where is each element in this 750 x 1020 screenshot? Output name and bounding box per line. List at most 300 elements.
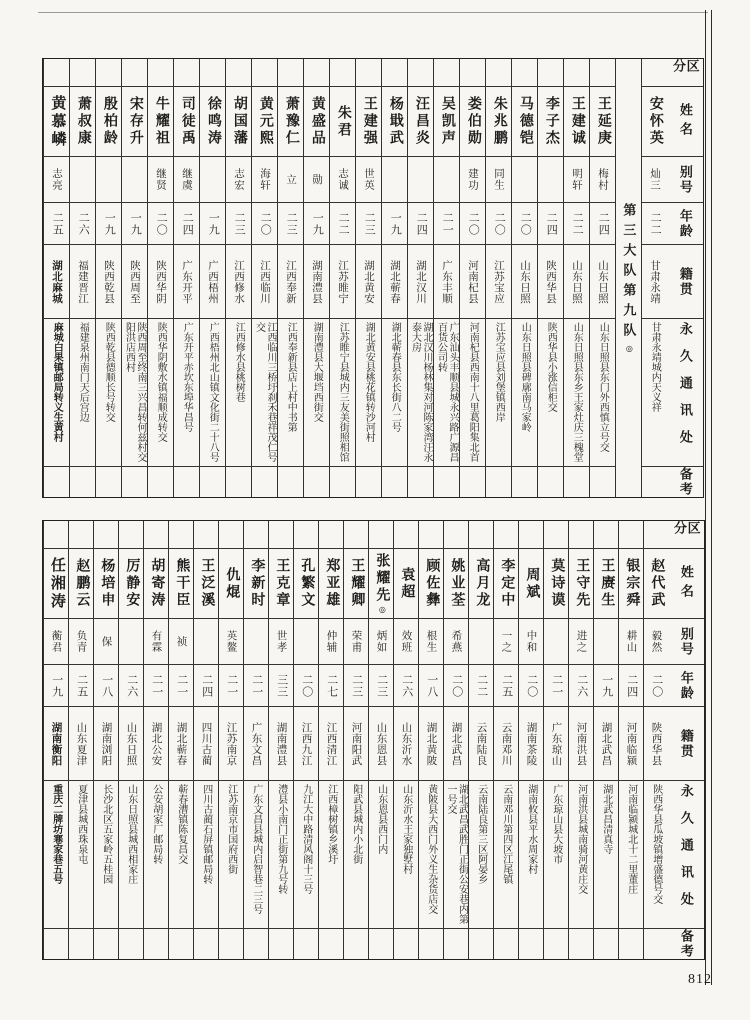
- header-age-label-text: 年龄: [677, 208, 693, 239]
- entry-native: [226, 245, 251, 319]
- entry-address-text: 陕西华县瓜坡镇增盛德号交: [650, 784, 662, 904]
- entry-address-text: 山东沂水王家独墅村: [400, 784, 412, 874]
- entry-address: [569, 781, 593, 929]
- entry-remark: [619, 929, 643, 959]
- entry-age-text: 二四: [200, 673, 213, 698]
- entry-age: [44, 665, 68, 707]
- entry-native: [144, 707, 168, 781]
- entry-native: [594, 707, 618, 781]
- header-alias-label-text: 别号: [678, 626, 694, 657]
- entry-address-text: 山东日照县城西相家庄: [125, 784, 137, 884]
- entry-name-text: 仇焜: [224, 566, 240, 601]
- entry-category-cell: [69, 521, 93, 549]
- entry-category-cell: [169, 521, 193, 549]
- entry-name: [69, 549, 93, 619]
- entry-address: [144, 781, 168, 929]
- entry-native-text: 广东开平: [181, 259, 192, 304]
- entry-address-text: 云南陆良第三区阿晏乡: [475, 784, 487, 884]
- entry-address-text: 澧县小南门正街第九号转: [275, 784, 287, 894]
- entry-native: [244, 707, 268, 781]
- entry-age: [644, 665, 668, 707]
- entry-native-text: 山东日照: [597, 259, 608, 304]
- entry-category-cell: [148, 59, 173, 87]
- entry-alias-text: 效班: [400, 630, 412, 653]
- entry-name-text: 杨培申: [99, 558, 115, 609]
- entry-age-text: 一九: [129, 211, 142, 236]
- entry-address: [244, 781, 268, 929]
- entry-alias: [569, 619, 593, 665]
- entry-age-text: 二二: [571, 211, 584, 236]
- entry-native: [70, 245, 95, 319]
- entry-age: [278, 203, 303, 245]
- entry-remark: [252, 467, 277, 497]
- entry-remark: [174, 467, 199, 497]
- entry-alias: [278, 157, 303, 203]
- entry-category-cell: [519, 521, 543, 549]
- entry-remark: [69, 929, 93, 959]
- header-native-label-text: 籍贯: [677, 266, 693, 297]
- entry-age: [252, 203, 277, 245]
- roster-entry-column: [393, 521, 418, 959]
- entry-name-text: 胡寄涛: [149, 558, 165, 609]
- entry-remark: [644, 929, 668, 959]
- entry-native: [94, 707, 118, 781]
- entry-alias: [70, 157, 95, 203]
- entry-remark: [226, 467, 251, 497]
- entry-alias: [94, 619, 118, 665]
- roster-entry-column: [143, 521, 168, 959]
- entry-category-cell: [434, 59, 459, 87]
- entry-address-text: 福建泉州南门天后宫边: [77, 322, 89, 422]
- entry-address: [344, 781, 368, 929]
- entry-category-cell: [200, 59, 225, 87]
- entry-category-cell: [369, 521, 393, 549]
- entry-remark: [148, 467, 173, 497]
- entry-alias: [144, 619, 168, 665]
- entry-address-text: 江西奉新县店上村中书第: [285, 322, 297, 432]
- entry-category-cell: [408, 59, 433, 87]
- entry-remark: [394, 929, 418, 959]
- entry-native-text: 江西修水: [233, 259, 244, 304]
- entry-name-text: 黄盛品: [309, 96, 325, 147]
- entry-alias: [642, 157, 667, 203]
- entry-name: [330, 87, 355, 157]
- entry-address: [642, 319, 667, 467]
- entry-address-text: 山东恩县西门内: [375, 784, 387, 854]
- entry-native: [169, 707, 193, 781]
- entry-native: [494, 707, 518, 781]
- entry-alias: [69, 619, 93, 665]
- entry-address: [69, 781, 93, 929]
- entry-remark: [194, 929, 218, 959]
- entry-category-cell: [44, 59, 69, 87]
- entry-address: [119, 781, 143, 929]
- entry-remark: [569, 929, 593, 959]
- entry-address-text: 公安胡家厂邮局转: [150, 784, 162, 864]
- entry-address: [544, 781, 568, 929]
- entry-name-text: 银宗舜: [624, 558, 640, 609]
- entry-category-cell: [444, 521, 468, 549]
- entry-age: [594, 665, 618, 707]
- entry-name-text: 胡国藩: [231, 96, 247, 147]
- entry-native: [119, 707, 143, 781]
- entry-address: [269, 781, 293, 929]
- entry-native: [44, 707, 68, 781]
- entry-category-cell: [460, 59, 485, 87]
- entry-native: [122, 245, 147, 319]
- entry-category-cell: [644, 521, 668, 549]
- entry-native: [174, 245, 199, 319]
- entry-alias: [244, 619, 268, 665]
- entry-age: [344, 665, 368, 707]
- entry-name: [96, 87, 121, 157]
- page-right-border: [705, 10, 712, 985]
- entry-category-cell: [119, 521, 143, 549]
- entry-address: [356, 319, 381, 467]
- roster-entry-column: [563, 59, 589, 497]
- entry-alias-text: 同生: [493, 168, 504, 191]
- roster-entry-column: [543, 521, 568, 959]
- entry-name: [642, 87, 667, 157]
- entry-name-text: 张耀先◎: [374, 553, 390, 614]
- entry-remark: [319, 929, 343, 959]
- entry-category-cell: [194, 521, 218, 549]
- roster-entry-column: [518, 521, 543, 959]
- entry-native: [590, 245, 615, 319]
- entry-alias: [174, 157, 199, 203]
- header-name-label: [667, 87, 703, 157]
- entry-age: [460, 203, 485, 245]
- entry-category-cell: [319, 521, 343, 549]
- entry-native-text: 陕西华县: [545, 259, 556, 304]
- entry-name: [294, 549, 318, 619]
- entry-alias-text: 炳如: [375, 630, 387, 653]
- entry-alias: [226, 157, 251, 203]
- entry-address: [294, 781, 318, 929]
- entry-native: [200, 245, 225, 319]
- entry-native: [96, 245, 121, 319]
- entry-address: [226, 319, 251, 467]
- entry-alias: [382, 157, 407, 203]
- roster-entry-column: [537, 59, 563, 497]
- entry-address: [319, 781, 343, 929]
- entry-address-text: 江西樟树镇乡溪圩: [325, 784, 337, 864]
- entry-native-text: 江苏睢宁: [337, 259, 348, 304]
- entry-alias: [494, 619, 518, 665]
- entry-name-text: 马德铠: [517, 96, 533, 147]
- entry-name: [174, 87, 199, 157]
- entry-name-text: 高月龙: [474, 558, 490, 609]
- group-divider-text: 第三大队第九队◎: [621, 203, 637, 353]
- entry-age: [444, 665, 468, 707]
- entry-alias-text: 梅村: [597, 168, 608, 191]
- entry-native-text: 湖南澧县: [275, 721, 287, 766]
- entry-age: [69, 665, 93, 707]
- entry-alias-text: 继虞: [181, 168, 192, 191]
- entry-remark: [538, 467, 563, 497]
- entry-name-text: 郑亚雄: [324, 558, 340, 609]
- entry-remark: [344, 929, 368, 959]
- entry-native-text: 湖南澧县: [311, 259, 322, 304]
- entry-alias: [356, 157, 381, 203]
- entry-category-cell: [594, 521, 618, 549]
- entry-native-text: 湖北武昌: [450, 721, 462, 766]
- entry-native: [564, 245, 589, 319]
- entry-name: [194, 549, 218, 619]
- page-number: 812: [688, 972, 712, 987]
- entry-alias: [512, 157, 537, 203]
- entry-alias: [330, 157, 355, 203]
- entry-alias: [119, 619, 143, 665]
- entry-age-text: 二二: [649, 211, 662, 236]
- entry-alias: [294, 619, 318, 665]
- entry-age: [408, 203, 433, 245]
- entry-name: [200, 87, 225, 157]
- entry-age-text: 二〇: [525, 673, 538, 698]
- header-column: [668, 521, 704, 959]
- entry-age-text: 二三: [350, 673, 363, 698]
- entry-age-text: 二一: [150, 673, 163, 698]
- entry-address: [590, 319, 615, 467]
- entry-address-text: 湖南澧县大堰垱西街交: [311, 322, 323, 422]
- entry-name: [519, 549, 543, 619]
- header-alias-label: [668, 619, 704, 665]
- entry-name: [486, 87, 511, 157]
- entry-address: [619, 781, 643, 929]
- entry-native: [538, 245, 563, 319]
- entry-remark: [96, 467, 121, 497]
- entry-remark: [590, 467, 615, 497]
- entry-alias: [304, 157, 329, 203]
- entry-name-text: 王克章: [274, 558, 290, 609]
- entry-category-cell: [469, 521, 493, 549]
- entry-alias: [590, 157, 615, 203]
- entry-native: [569, 707, 593, 781]
- entry-native: [619, 707, 643, 781]
- entry-address: [70, 319, 95, 467]
- entry-alias: [200, 157, 225, 203]
- entry-category-cell: [544, 521, 568, 549]
- header-category-label: [668, 521, 704, 549]
- entry-category-cell: [356, 59, 381, 87]
- entry-address: [330, 319, 355, 467]
- entry-remark: [294, 929, 318, 959]
- entry-address: [538, 319, 563, 467]
- entry-name-text: 顾佐彝: [424, 558, 440, 609]
- entry-name: [252, 87, 277, 157]
- entry-address: [594, 781, 618, 929]
- entry-remark: [594, 929, 618, 959]
- roster-entry-column: [593, 521, 618, 959]
- entry-name: [494, 549, 518, 619]
- entry-alias-text: 立: [285, 173, 296, 186]
- entry-native: [394, 707, 418, 781]
- entry-alias-text: 进之: [575, 630, 587, 653]
- roster-entry-column: [243, 521, 268, 959]
- entry-native-text: 陕西周至: [129, 259, 140, 304]
- roster-entry-column: [443, 521, 468, 959]
- entry-category-cell: [294, 521, 318, 549]
- entry-native-text: 河南阳武: [350, 721, 362, 766]
- entry-age: [569, 665, 593, 707]
- entry-address: [512, 319, 537, 467]
- header-name-label-text: 姓名: [677, 102, 693, 141]
- entry-category-cell: [244, 521, 268, 549]
- entry-address: [408, 319, 433, 467]
- header-address-label-text: 永久通讯处: [677, 322, 693, 457]
- roster-entry-column: [568, 521, 593, 959]
- entry-age-text: 二六: [575, 673, 588, 698]
- entry-native: [278, 245, 303, 319]
- entry-name: [538, 87, 563, 157]
- entry-age-text: 二〇: [155, 211, 168, 236]
- entry-alias: [619, 619, 643, 665]
- entry-address: [44, 781, 68, 929]
- entry-native-text: 云南邓川: [500, 721, 512, 766]
- entry-name: [119, 549, 143, 619]
- entry-name-text: 朱兆鹏: [491, 96, 507, 147]
- entry-age-text: 二〇: [450, 673, 463, 698]
- entry-remark: [434, 467, 459, 497]
- entry-native: [252, 245, 277, 319]
- entry-name-text: 徐鸣涛: [205, 96, 221, 147]
- roster-entry-column: [68, 521, 93, 959]
- entry-address-text: 江苏南京市国府西街: [225, 784, 237, 874]
- entry-remark: [119, 929, 143, 959]
- entry-native-text: 江西临川: [259, 259, 270, 304]
- entry-native: [544, 707, 568, 781]
- entry-name: [70, 87, 95, 157]
- entry-age: [44, 203, 69, 245]
- entry-name: [344, 549, 368, 619]
- entry-age-text: 二四: [181, 211, 194, 236]
- entry-age-text: 二〇: [467, 211, 480, 236]
- entry-category-cell: [538, 59, 563, 87]
- entry-alias-text: 英鳌: [225, 630, 237, 653]
- entry-age: [519, 665, 543, 707]
- entry-name: [644, 549, 668, 619]
- entry-native-text: 山东日照: [519, 259, 530, 304]
- entry-native-text: 山东日照: [571, 259, 582, 304]
- entry-name: [512, 87, 537, 157]
- entry-address-text: 湖北武昌武胜门正街公安巷内第一号交: [445, 784, 468, 924]
- entry-age-text: 二一: [550, 673, 563, 698]
- entry-age: [394, 665, 418, 707]
- entry-native-text: 河南洪县: [575, 721, 587, 766]
- entry-name-text: 吴凯声: [439, 96, 455, 147]
- header-name-label: [668, 549, 704, 619]
- entry-category-cell: [304, 59, 329, 87]
- entry-name: [419, 549, 443, 619]
- entry-age-text: 三三: [275, 673, 288, 698]
- entry-category-cell: [252, 59, 277, 87]
- entry-native-text: 湖北黄安: [363, 259, 374, 304]
- entry-native: [304, 245, 329, 319]
- entry-category-cell: [344, 521, 368, 549]
- entry-address-text: 山东日照县碑廓南马家岭: [519, 322, 531, 432]
- entry-name-text: 朱君: [335, 104, 351, 139]
- entry-native-text: 甘肃永靖: [649, 259, 660, 304]
- entry-name: [244, 549, 268, 619]
- entry-address-text: 广东琼山县大坡市: [550, 784, 562, 864]
- entry-native: [460, 245, 485, 319]
- entry-name: [226, 87, 251, 157]
- entry-address-text: 陕西周至终南三兴昌转何兹村交阳洪店西村: [123, 322, 146, 462]
- entry-address-text: 夏津县城西珠泉屯: [75, 784, 87, 864]
- entry-native-text: 湖南衡阳: [50, 721, 62, 766]
- entry-remark: [356, 467, 381, 497]
- entry-age-text: 二六: [125, 673, 138, 698]
- entry-name: [369, 549, 393, 619]
- entry-name: [594, 549, 618, 619]
- entry-native-text: 山东沂水: [400, 721, 412, 766]
- entry-age: [269, 665, 293, 707]
- entry-category-cell: [419, 521, 443, 549]
- entry-native-text: 广东丰顺: [441, 259, 452, 304]
- entry-alias-text: 负青: [75, 630, 87, 653]
- roster-entry-column: [173, 59, 199, 497]
- entry-remark: [469, 929, 493, 959]
- entry-address-text: 河南洪县城南骑河黄庄交: [575, 784, 587, 894]
- entry-address-text: 长沙北区五家岭五桂园: [100, 784, 112, 884]
- group-divider: [616, 59, 641, 497]
- entry-name-text: 周斌: [524, 566, 540, 601]
- entry-alias-text: 一之: [500, 630, 512, 653]
- entry-name-text: 孔繁文: [299, 558, 315, 609]
- header-column: [667, 59, 703, 497]
- entry-name: [94, 549, 118, 619]
- entry-address: [494, 781, 518, 929]
- entry-name-text: 牛耀祖: [153, 96, 169, 147]
- entry-age: [434, 203, 459, 245]
- entry-name: [619, 549, 643, 619]
- entry-remark: [642, 467, 667, 497]
- entry-native-text: 湖南茶陵: [525, 721, 537, 766]
- entry-age: [174, 203, 199, 245]
- entry-name-text: 王建强: [361, 96, 377, 147]
- group-divider-column: [615, 59, 641, 497]
- entry-native-text: 陕西华阴: [155, 259, 166, 304]
- entry-native: [194, 707, 218, 781]
- entry-native: [644, 707, 668, 781]
- header-address-label: [668, 781, 704, 929]
- entry-address-text: 陕西华县小涨信柜交: [545, 322, 557, 412]
- entry-native-text: 福建晋江: [77, 259, 88, 304]
- entry-native: [434, 245, 459, 319]
- entry-address: [174, 319, 199, 467]
- entry-name: [122, 87, 147, 157]
- entry-name: [444, 549, 468, 619]
- entry-native: [369, 707, 393, 781]
- entry-native: [512, 245, 537, 319]
- entry-native: [486, 245, 511, 319]
- entry-address: [148, 319, 173, 467]
- entry-address: [122, 319, 147, 467]
- entry-native-text: 山东夏津: [75, 721, 87, 766]
- entry-age: [356, 203, 381, 245]
- entry-name-text: 王守先: [574, 558, 590, 609]
- entry-alias-text: 灿三: [649, 168, 660, 191]
- entry-native: [148, 245, 173, 319]
- entry-remark: [94, 929, 118, 959]
- entry-age-text: 二五: [75, 673, 88, 698]
- entry-name: [169, 549, 193, 619]
- roster-entry-column: [95, 59, 121, 497]
- entry-age-text: 一八: [425, 673, 438, 698]
- entry-address-text: 山东日照县东门外西慎立号交: [597, 322, 609, 452]
- entry-age: [590, 203, 615, 245]
- entry-category-cell: [278, 59, 303, 87]
